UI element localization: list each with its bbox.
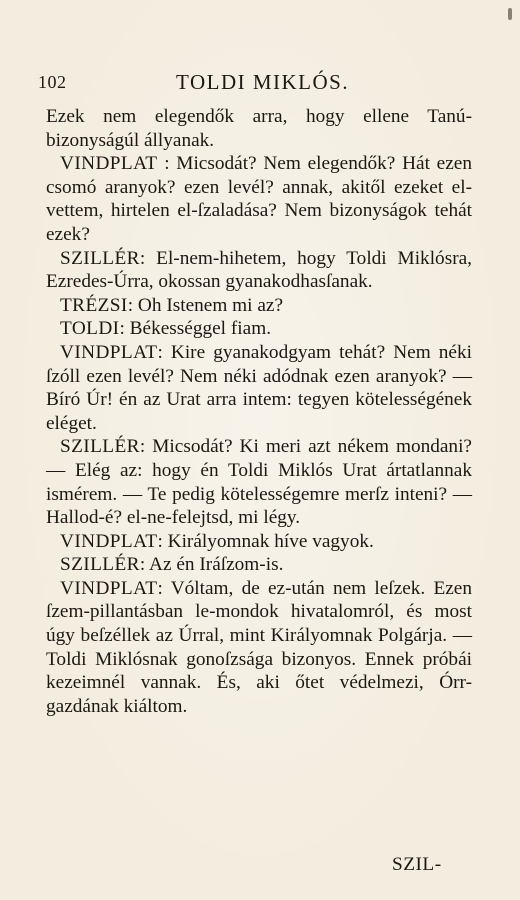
speaker-name: TRÉZSI [60,294,128,316]
paragraph-text: : Az én Iráſzom-is. [139,554,284,576]
speaker-name: SZILLÉR [60,554,140,576]
paragraph-text: : Oh Istenem mi az? [127,294,284,316]
page-number: 102 [38,72,67,92]
paragraph-text: : Békességgel fiam. [119,318,272,340]
paragraph-text: Ezek nem elegendők arra, hogy ellene Tanú-bizonyságúl állyanak. [46,106,472,151]
paragraph-text: : Micsodát? Ki meri azt nékem mondani? — Elég az: hogy én Toldi Miklós Urat ártatlannak ismérem. — Te pedig kötelességemre merſz inteni? — Hallod-é? el-ne-felejtsd, mi légy. [46,436,472,529]
paragraph [46,294,472,318]
speaker-name: VINDPLAT [60,577,158,599]
paragraph-text: : Királyomnak híve vagyok. [157,530,374,552]
paragraph [46,435,472,529]
paragraph [46,317,472,341]
paragraph-text: : Micsodát? Nem elegendők? Hát ezen csomó aranyok? ezen levél? annak, akitől ezeket el-vettem, hirtelen el-ſzaladása? Nem bizonyságok tehát ezek? [46,153,472,245]
paragraph-text: : Kire gyanakodgyam tehát? Nem néki ſzóll ezen levél? Nem néki adódnak ezen aranyok? — Bíró Úr! én az Urat arra intem: tegyen kötelességének eléget. [46,341,472,434]
speaker-name: SZILLÉR [60,247,140,269]
paragraph [46,530,472,554]
paragraph-text: : El-nem-hihetem, hogy Toldi Miklósra, Ezredes-Úrra, okossan gyanakodhasſanak. [46,247,472,293]
speaker-name: TOLDI [60,318,120,340]
page-header [34,70,474,98]
paragraph [46,553,472,577]
paragraph [46,152,472,246]
page-edge-mark [508,8,512,20]
speaker-name: VINDPLAT [60,530,158,552]
dialogue-text [46,105,472,718]
paragraph [46,247,472,294]
paragraph [46,341,472,435]
paragraph [46,105,472,152]
paragraph [46,577,472,719]
speaker-name: VINDPLAT [60,153,158,175]
speaker-name: SZILLÉR [60,436,140,458]
speaker-name: VINDPLAT [60,341,158,363]
running-title: TOLDI MIKLÓS. [176,70,350,94]
paragraph-text: : Vóltam, de ez-után nem leſzek. Ezen ſzem-pillantásban le-mondok hivatalomról, és most úgy beſzéllek az Úrral, mint Királyomnak Polgárja. — Toldi Miklósnak gonoſzsága bizonyos. Ennek próbái kezeimnél vannak. És, aki őtet védelmezi, Órr-gazdának kiáltom. [46,577,472,717]
catchword: SZIL- [392,854,442,875]
